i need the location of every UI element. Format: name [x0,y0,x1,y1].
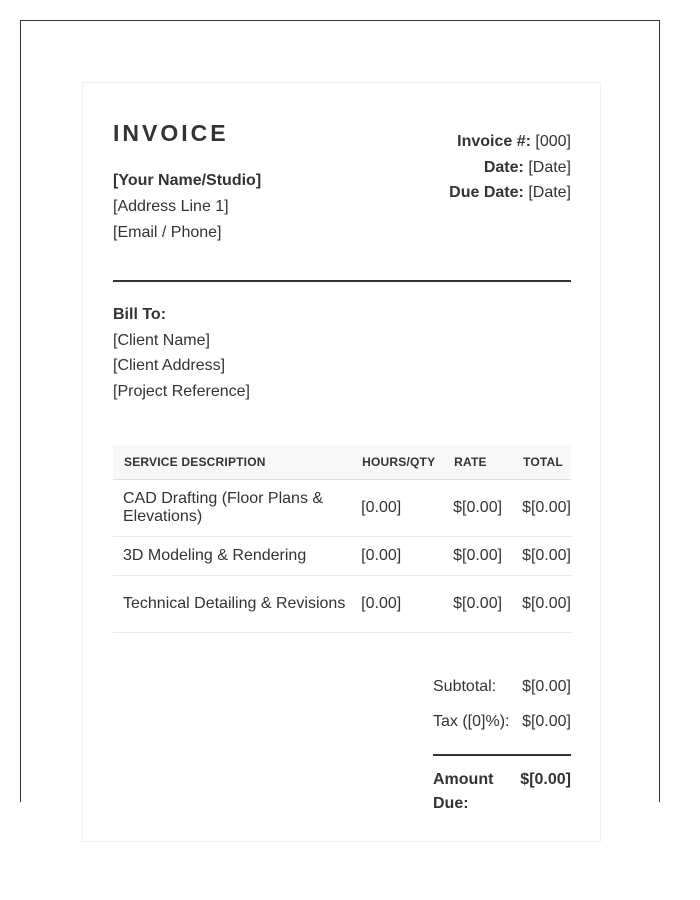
invoice-number-label: Invoice #: [457,133,531,150]
header-service-description: SERVICE DESCRIPTION [113,445,351,480]
bill-to-heading: Bill To: [113,306,167,323]
tax-label: Tax ([0]%): [433,713,510,730]
due-date-value: [Date] [528,184,571,201]
row-rate: $[0.00] [443,480,512,537]
row-total: $[0.00] [512,576,571,633]
row-description: 3D Modeling & Rendering [113,537,351,576]
row-hours: [0.00] [351,480,443,537]
table-row [113,480,571,537]
due-date-row [449,180,571,206]
page-frame [20,20,660,812]
client-name: [Client Name] [113,331,210,349]
tax-value: $[0.00] [522,713,571,730]
table-row [113,576,571,633]
subtotal-value: $[0.00] [522,678,571,695]
invoice-title: INVOICE [113,120,229,146]
row-rate: $[0.00] [443,576,512,633]
sender-name: [Your Name/Studio] [113,172,262,189]
table-row [113,537,571,576]
table-header-row [113,445,571,480]
tax-row [433,713,571,748]
sender-contact: [Email / Phone] [113,224,222,241]
project-reference: [Project Reference] [113,382,250,400]
row-rate: $[0.00] [443,537,512,576]
line-items-table [113,445,571,633]
row-hours: [0.00] [351,537,443,576]
invoice-date-value: [Date] [528,158,571,176]
invoice-number-row [449,129,571,155]
sender-address: [Address Line 1] [113,198,229,215]
row-total: $[0.00] [512,537,571,576]
row-hours: [0.00] [351,576,443,633]
invoice-paper [82,82,601,842]
subtotal-row [433,678,571,713]
row-total: $[0.00] [512,480,571,537]
invoice-date-label: Date: [483,158,524,176]
invoice-number-value: [000] [535,133,571,150]
header-hours-qty: HOURS/QTY [351,445,443,480]
row-description: CAD Drafting (Floor Plans & Elevations) [113,480,351,537]
bill-to-block [113,302,250,404]
header-rate: RATE [443,445,512,480]
header-divider [113,280,571,282]
sender-block [113,168,261,246]
totals-block [433,678,571,812]
amount-due-value: $[0.00] [520,771,571,788]
row-description: Technical Detailing & Revisions [113,576,351,633]
amount-due-label: Amount Due: [433,771,494,812]
client-address: [Client Address] [113,357,226,374]
header-total: TOTAL [512,445,571,480]
subtotal-label: Subtotal: [433,678,497,695]
totals-divider [433,754,571,756]
due-date-label: Due Date: [449,184,524,201]
invoice-date-row [449,155,571,181]
invoice-meta [449,129,571,206]
